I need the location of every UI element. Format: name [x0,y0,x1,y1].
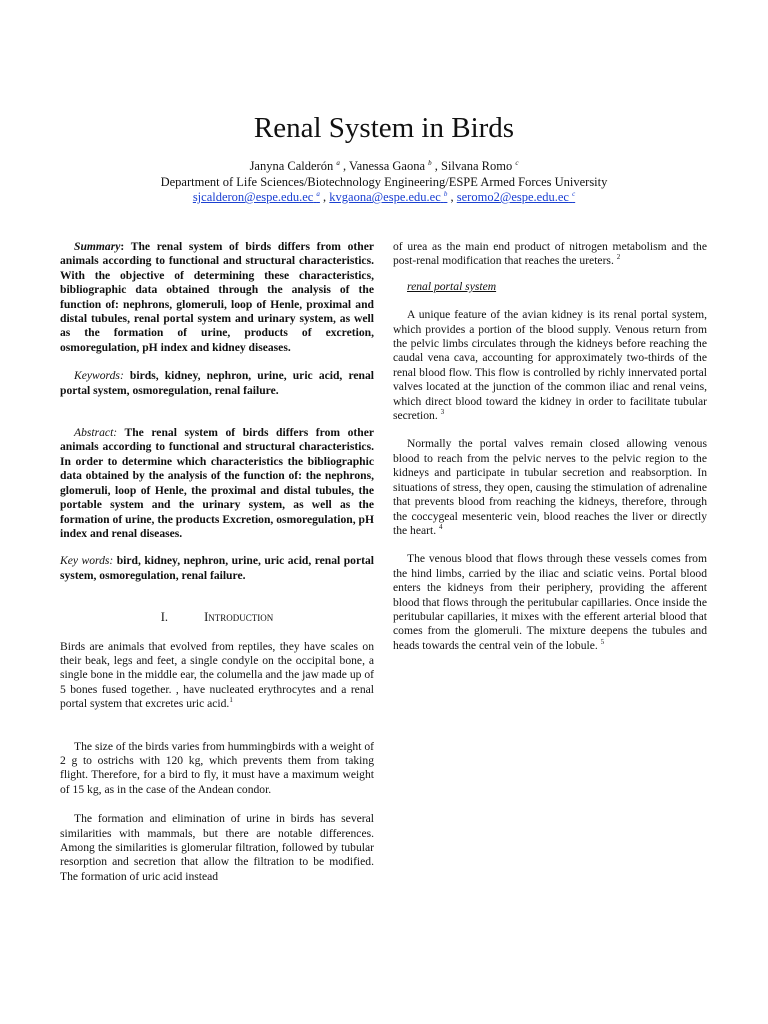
author-name: Vanessa Gaona [349,159,426,173]
paper-title: Renal System in Birds [253,112,515,144]
keywords-paragraph [60,369,374,398]
portal-paragraph-3 [393,552,707,653]
abstract-text: The renal system of birds differs from other animals according to functional and structural characteristics. In order to determine which characteristics the bibliographic data obtained by the analysis of the function of: the nephrons, glomeruli, loop of Henle, the proximal and distal tubules, the portable system and the urinary system, as well as the formation of urine, the products Excretion, osmoregulation, pH index and renal diseases. [60,426,374,540]
reference-mark: 4 [439,523,443,532]
paragraph-text: The size of the birds varies from hummingbirds with a weight of 2 g to ostrichs with 120 kg, which prevents them from taking flight. Therefore, for a bird to fly, it must have a maximum weight of 15 kg, as in the case of the Andean condor. [60,739,374,796]
email-address[interactable]: kvgaona@espe.edu.ec [329,190,441,204]
separator: , [447,190,457,204]
intro-paragraph-1 [60,640,374,712]
summary-paragraph [60,240,374,355]
portal-paragraph-1 [393,308,707,423]
paragraph-text: of urea as the main end product of nitrogen metabolism and the post-renal modification that reaches the ureters. [393,240,707,268]
paragraph-text: Birds are animals that evolved from reptiles, they have scales on their beak, legs and feet, a single condyle on the occipital bone, a single bone in the middle ear, the columella and the jaw made up of 5 bones fused together. , have nucleated erythrocytes and a renal portal system that excretes uric acid. [60,639,374,711]
intro-paragraph-2 [60,740,374,798]
portal-paragraph-2 [393,437,707,538]
separator: , [339,159,349,173]
paragraph-text: The formation and elimination of urine in birds has several similarities with mammals, but there are notable differences. Among the similarities is glomerular filtration, followed by tubular resorption and secretion that allow the filtration to be modified. The formation of uric acid instead [60,812,374,883]
subheading [393,280,707,294]
reference-mark: 2 [616,253,621,262]
author-line [0,159,768,174]
email-mark: a [316,189,320,198]
paragraph-text: Normally the portal valves remain closed allowing venous blood to reach from the pelvic nerves to the pelvic region to the kidneys and participate in tubular secretion and reabsorption. In situations of stress, they open, causing the stimulation of adrenaline that prevents blood from reaching the kidneys, therefore, through the coccygeal mesenteric vein, blood reaches the liver or directly the heart. [393,437,707,537]
left-column [60,240,374,884]
section-heading [60,610,374,624]
email-line [0,190,768,205]
reference-mark: 5 [600,637,605,646]
separator: , [319,190,330,204]
summary-text: : The renal system of birds differs from other animals according to functional and structural characteristics. With the objective of determining these characteristics, bibliographic data obtained through the analysis of the function of: nephrons, glomeruli, loop of Henle, proximal and distal tubules, renal portal system and urinary system, as well as the formation of urine, products of excretion, osmoregulation, pH index and kidney diseases. [60,240,374,354]
section-title: Introduction [204,610,274,625]
summary-label: Summary [74,240,121,253]
author-mark: c [515,158,519,167]
separator: , [431,159,442,173]
abstract-label: Abstract: [74,426,118,440]
right-column [393,240,707,653]
affiliation: Department of Life Sciences/Biotechnology Engineering/ESPE Armed Forces University [160,175,608,189]
email-link[interactable] [329,190,447,204]
email-link[interactable] [457,190,575,204]
keywords-label: Keywords: [74,369,124,383]
author-mark: b [428,158,432,167]
reference-mark: 3 [440,408,445,417]
intro-paragraph-3 [60,812,374,884]
paragraph-text: A unique feature of the avian kidney is its renal portal system, which provides a portion of the blood supply. Venous return from the pelvic limbs circulates through the kidneys before reaching the caudal vena cava, accounting for approximately two-thirds of the renal blood flow. This flow is controlled by richly innervated portal valves located at the junction of the common iliac and renal veins, which direct blood toward the kidney in order to facilitate tubular secretion. [393,308,707,423]
section-number: I. [160,610,169,625]
email-mark: c [572,189,576,198]
keywords2-text: bird, kidney, nephron, urine, uric acid, renal portal system, osmoregulation, renal failure. [60,554,374,582]
abstract-paragraph [60,426,374,541]
author-name: Silvana Romo [441,159,513,173]
subheading-text: renal portal system [407,279,497,293]
email-link[interactable] [193,190,320,204]
paragraph-text: The venous blood that flows through these vessels comes from the hind limbs, carried by the iliac and sciatic veins. Portal blood enters the kidneys from their periphery, providing the afferent blood that flows through the peritubular capillaries. Once inside the peritubular capillaries, it mixes with the efferent arterial blood that comes from the glomeruli. The mixture deepens the tubules and heads towards the central vein of the lobule. [393,552,707,652]
keywords2-label: Key words: [60,554,114,568]
continuation-paragraph [393,240,707,269]
keywords-text: birds, kidney, nephron, urine, uric acid, renal portal system, osmoregulation, renal failure. [60,369,374,397]
author-name: Janyna Calderón [249,159,334,173]
email-address[interactable]: sjcalderon@espe.edu.ec [192,190,314,204]
email-mark: b [443,189,448,198]
email-address[interactable]: seromo2@espe.edu.ec [456,190,569,204]
reference-mark: 1 [229,696,233,705]
author-mark: a [336,158,340,167]
keywords2-paragraph [60,554,374,583]
